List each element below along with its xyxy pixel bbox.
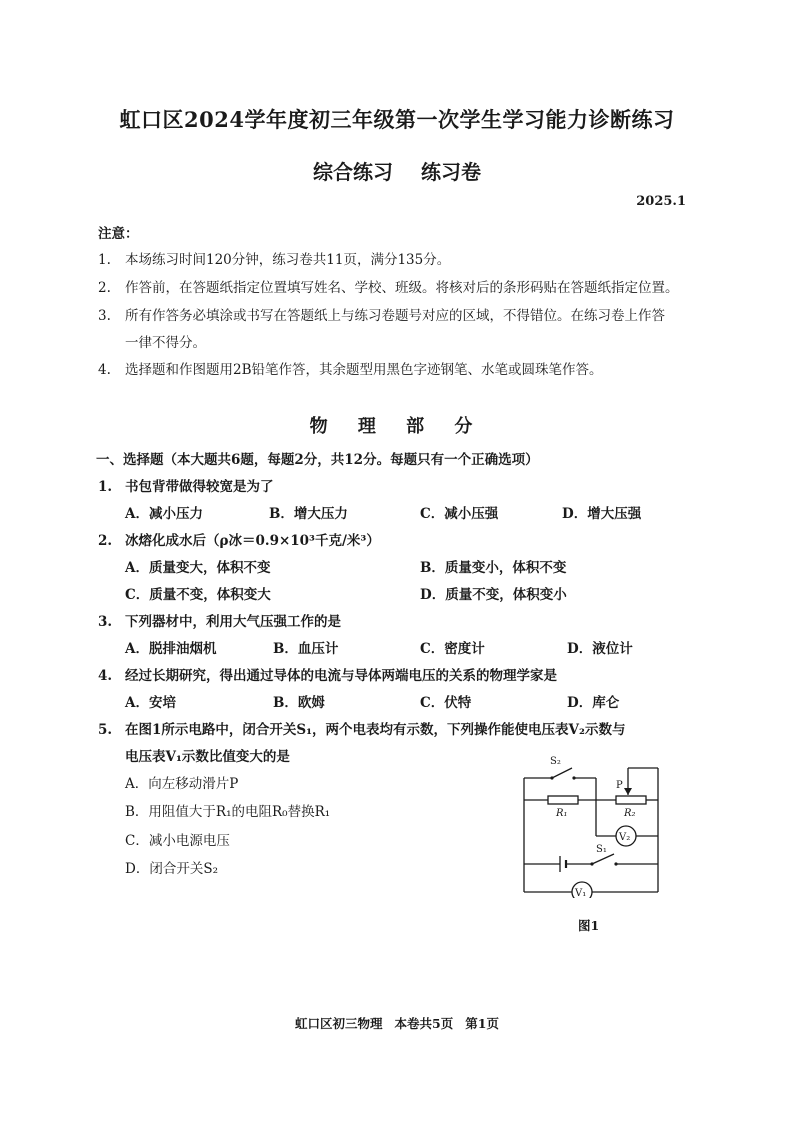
option-b: B．增大压力 — [269, 506, 348, 522]
option-c: C．减小压强 — [420, 506, 499, 522]
note-number: 2. — [98, 280, 111, 296]
option-c: C．伏特 — [420, 695, 472, 711]
question-number: 2. — [98, 533, 113, 549]
r1-resistor — [548, 796, 578, 804]
question-number: 4. — [98, 668, 113, 684]
question-stem — [98, 475, 274, 495]
footer-page-number: 第1页 — [465, 1016, 499, 1031]
note-continuation: 一律不得分。 — [125, 335, 206, 351]
option-d: D．增大压强 — [562, 506, 642, 522]
option-b: B．欧姆 — [273, 695, 325, 711]
page-footer — [0, 1014, 794, 1032]
footer-pages: 本卷共5页 — [394, 1016, 454, 1031]
option-a: A．质量变大，体积不变 — [125, 560, 271, 576]
question-stem — [98, 718, 625, 738]
option-b: B．质量变小，体积不变 — [420, 560, 567, 576]
subtitle-left: 综合练习 — [313, 160, 393, 184]
slider-arrow-icon — [624, 788, 632, 795]
question-number: 3. — [98, 614, 113, 630]
option-a: A．安培 — [125, 695, 176, 711]
option-d: D．质量不变，体积变小 — [420, 587, 567, 603]
note-item — [98, 276, 708, 296]
option-a: A．向左移动滑片P — [125, 776, 239, 792]
r2-label: R₂ — [624, 808, 636, 819]
option-b: B．用阻值大于R₁的电阻R₀替换R₁ — [125, 804, 331, 820]
s1-switch-blade — [592, 854, 614, 864]
figure-caption: 图1 — [578, 918, 600, 933]
option-c: C．质量不变，体积变大 — [125, 587, 271, 603]
question-stem — [98, 529, 380, 549]
note-text: 作答前，在答题纸指定位置填写姓名、学校、班级。将核对后的条形码贴在答题纸指定位置。 — [125, 280, 679, 296]
exam-subtitle — [0, 156, 794, 185]
section-title: 物 理 部 分 — [309, 416, 485, 437]
v2-label: V₂ — [619, 832, 631, 843]
note-item — [98, 358, 708, 378]
question-text: 冰熔化成水后（ρ冰＝0.9×10³千克/米³） — [125, 533, 380, 549]
footer-school: 虹口区初三物理 — [295, 1016, 383, 1031]
r1-label: R₁ — [556, 808, 568, 819]
notes-title: 注意： — [98, 226, 139, 242]
question-text: 经过长期研究，得出通过导体的电流与导体两端电压的关系的物理学家是 — [125, 668, 557, 684]
note-text: 选择题和作图题用2B铅笔作答，其余题型用黑色字迹钢笔、水笔或圆珠笔作答。 — [125, 362, 603, 378]
question-stem-continuation: 电压表V₁示数比值变大的是 — [125, 749, 290, 765]
question-number: 5. — [98, 722, 113, 738]
subtitle-right: 练习卷 — [421, 160, 481, 184]
circuit-diagram — [516, 752, 666, 898]
note-text: 本场练习时间120分钟，练习卷共11页，满分135分。 — [125, 252, 451, 268]
exam-title: 虹口区2024学年度初三年级第一次学生学习能力诊断练习 — [119, 107, 675, 132]
question-text: 在图1所示电路中，闭合开关S₁，两个电表均有示数，下列操作能使电压表V₂示数与 — [125, 722, 626, 738]
v1-label: V₁ — [575, 888, 587, 898]
option-a: A．脱排油烟机 — [125, 641, 217, 657]
option-a: A．减小压力 — [125, 506, 203, 522]
option-c: C．密度计 — [420, 641, 485, 657]
note-number: 4. — [98, 362, 111, 378]
option-c: C．减小电源电压 — [125, 833, 230, 849]
s1-label: S₁ — [596, 844, 607, 855]
note-number: 1. — [98, 252, 111, 268]
note-number: 3. — [98, 308, 111, 324]
note-item — [98, 248, 708, 268]
note-item — [98, 304, 708, 324]
question-text: 书包背带做得较宽是为了 — [125, 479, 274, 495]
question-stem — [98, 610, 341, 630]
r2-resistor — [616, 796, 646, 804]
question-number: 1. — [98, 479, 113, 495]
option-d: D．库仑 — [567, 695, 620, 711]
question-text: 下列器材中，利用大气压强工作的是 — [125, 614, 341, 630]
note-text: 所有作答务必填涂或书写在答题纸上与练习卷题号对应的区域，不得错位。在练习卷上作答 — [125, 308, 665, 324]
s2-label: S₂ — [550, 756, 561, 767]
option-d: D．液位计 — [567, 641, 633, 657]
s2-switch-blade — [552, 768, 572, 778]
option-b: B．血压计 — [273, 641, 339, 657]
p-label: P — [616, 780, 623, 791]
exam-date: 2025.1 — [636, 194, 686, 209]
option-d: D．闭合开关S₂ — [125, 861, 218, 877]
question-stem — [98, 664, 557, 684]
section-heading: 一、选择题（本大题共6题，每题2分，共12分。每题只有一个正确选项） — [96, 452, 539, 468]
